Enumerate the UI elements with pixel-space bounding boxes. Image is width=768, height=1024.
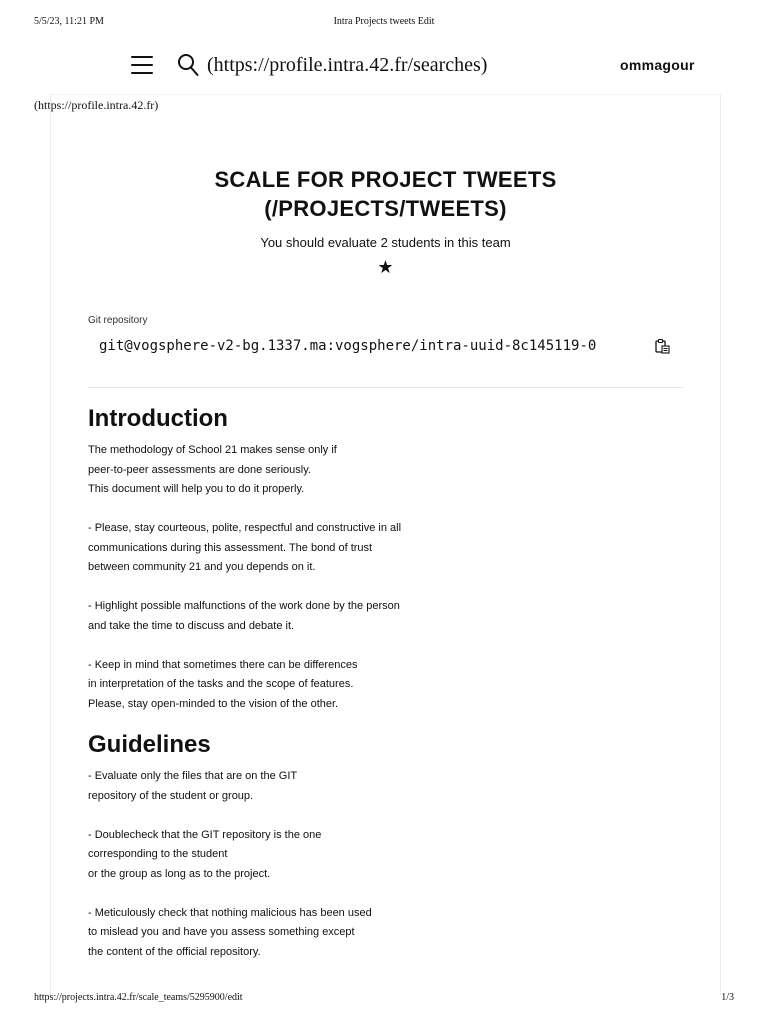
guidelines-line: corresponding to the student bbox=[88, 848, 228, 860]
clipboard-copy-icon[interactable] bbox=[654, 338, 670, 354]
print-header bbox=[0, 16, 768, 30]
star-icon: ★ bbox=[377, 257, 394, 278]
profile-home-link[interactable]: (https://profile.intra.42.fr) bbox=[34, 98, 159, 112]
scale-title-line-2: (/PROJECTS/TWEETS) bbox=[264, 196, 507, 221]
guidelines-spacer bbox=[88, 806, 448, 826]
search-icon[interactable] bbox=[177, 53, 199, 77]
guidelines-line: repository of the student or group. bbox=[88, 789, 254, 802]
guidelines-line: the content of the official repository. bbox=[88, 945, 261, 958]
introduction-spacer bbox=[88, 578, 448, 598]
git-repository-label: Git repository bbox=[88, 315, 148, 326]
hamburger-menu-icon[interactable] bbox=[131, 56, 153, 74]
introduction-line: - Highlight possible malfunctions of the work done by the person bbox=[88, 600, 400, 612]
divider bbox=[88, 387, 684, 388]
introduction-line: - Please, stay courteous, polite, respectful and constructive in all bbox=[88, 522, 402, 534]
introduction-body bbox=[88, 441, 448, 714]
guidelines-line: - Doublecheck that the GIT repository is the one bbox=[88, 828, 322, 841]
evaluation-count-text: You should evaluate 2 students in this team bbox=[260, 235, 511, 250]
introduction-spacer bbox=[88, 500, 448, 520]
introduction-line: peer-to-peer assessments are done seriously. bbox=[88, 463, 311, 476]
username[interactable]: ommagour bbox=[620, 57, 695, 73]
print-page-title: Intra Projects tweets Edit bbox=[333, 16, 435, 27]
print-page-number: 1/3 bbox=[721, 992, 734, 1003]
introduction-line: This document will help you to do it properly. bbox=[88, 483, 305, 495]
guidelines-line: - Meticulously check that nothing malicious has been used bbox=[88, 906, 372, 919]
guidelines-line: or the group as long as to the project. bbox=[88, 867, 271, 880]
print-footer bbox=[0, 992, 768, 1006]
introduction-line: in interpretation of the tasks and the scope of features. bbox=[88, 678, 354, 690]
git-repository-url[interactable]: git@vogsphere-v2-bg.1337.ma:vogsphere/intra-uuid-8c145119-0 bbox=[99, 338, 597, 354]
guidelines-line: to mislead you and have you assess something except bbox=[88, 926, 355, 938]
scale-title-line-1: SCALE FOR PROJECT TWEETS bbox=[214, 167, 557, 192]
scale-title bbox=[51, 165, 720, 223]
search-link[interactable]: (https://profile.intra.42.fr/searches) bbox=[207, 54, 488, 76]
introduction-line: communications during this assessment. The bond of trust bbox=[88, 541, 373, 554]
introduction-line: - Keep in mind that sometimes there can be differences bbox=[88, 658, 358, 671]
guidelines-body bbox=[88, 767, 448, 962]
print-url: https://projects.intra.42.fr/scale_teams/5295900/edit bbox=[34, 992, 243, 1003]
print-datetime: 5/5/23, 11:21 PM bbox=[34, 16, 104, 27]
introduction-line: and take the time to discuss and debate it. bbox=[88, 619, 295, 632]
guidelines-heading: Guidelines bbox=[88, 731, 211, 758]
guidelines-spacer bbox=[88, 884, 448, 904]
introduction-line: The methodology of School 21 makes sense only if bbox=[88, 444, 337, 456]
introduction-line: Please, stay open-minded to the vision of the other. bbox=[88, 697, 339, 710]
guidelines-line: - Evaluate only the files that are on the GIT bbox=[88, 770, 298, 782]
introduction-spacer bbox=[88, 636, 448, 656]
introduction-heading: Introduction bbox=[88, 405, 228, 432]
scale-card bbox=[50, 94, 721, 995]
top-navigation-bar bbox=[0, 48, 768, 84]
introduction-line: between community 21 and you depends on it. bbox=[88, 561, 316, 573]
